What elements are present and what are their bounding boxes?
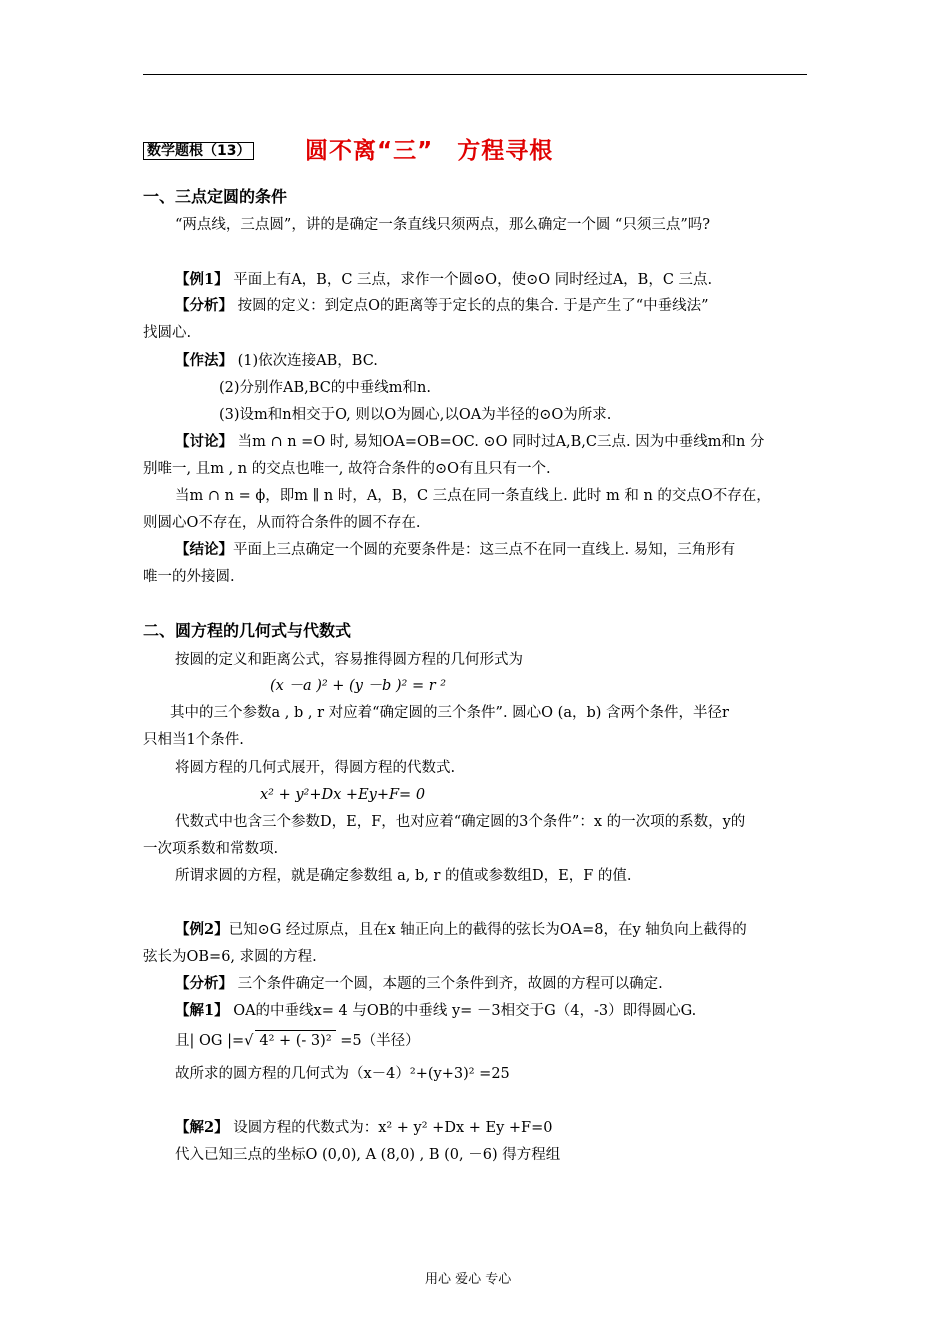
section2-p5: 所谓求圆的方程，就是确定参数组 a, b, r 的值或参数组D，E，F 的值.: [175, 868, 632, 884]
method-label: 【作法】: [175, 352, 233, 369]
section2-p4: 代数式中也含三个参数D，E，F，也对应着“确定圆的3个条件”：x 的一次项的系数，y的: [175, 814, 746, 830]
discussion-2: 当m ∩ n = ϕ，即m ∥ n 时，A，B，C 三点在同一条直线上. 此时 m 和 n 的交点O不存在，: [175, 488, 771, 504]
example1: [175, 270, 712, 290]
og-length: [175, 1030, 420, 1051]
example1-text: 平面上有A，B，C 三点，求作一个圆⊙O，使⊙O 同时经过A，B，C 三点.: [228, 272, 713, 288]
solution2: [175, 1118, 552, 1138]
method-step1: (1)依次连接AB，BC.: [233, 353, 378, 369]
analysis1-cont: 找圆心.: [143, 325, 192, 341]
solution2-label: 【解2】: [175, 1119, 229, 1136]
og-suffix: =5（半径）: [335, 1033, 420, 1049]
method-step3: (3)设m和n相交于O, 则以O为圆心,以OA为半径的⊙O为所求.: [219, 407, 612, 423]
section2-p2-cont: 只相当1个条件.: [143, 732, 244, 748]
conclusion: [175, 540, 735, 560]
analysis2-text: 三个条件确定一个圆，本题的三个条件到齐，故圆的方程可以确定.: [233, 976, 663, 992]
page-title: 圆不离“三” 方程寻根: [305, 138, 554, 164]
solution2-text: 设圆方程的代数式为：x² + y² +Dx + Ey +F=0: [228, 1120, 553, 1136]
section2-p1: 按圆的定义和距离公式，容易推得圆方程的几何形式为: [175, 652, 523, 668]
section1-intro: “两点线，三点圆”，讲的是确定一条直线只须两点，那么确定一个圆 “只须三点”吗?: [175, 217, 711, 233]
conclusion-text: 平面上三点确定一个圆的充要条件是：这三点不在同一直线上. 易知，三角形有: [233, 542, 736, 558]
sqrt-sign: √: [244, 1033, 254, 1049]
solution1-label: 【解1】: [175, 1002, 229, 1019]
footer-text: 用心 爱心 专心: [425, 1272, 512, 1287]
discussion-2-cont: 则圆心O不存在，从而符合条件的圆不存在.: [143, 515, 421, 531]
geometric-formula: (x －a )² + (y －b )² = r ²: [270, 678, 447, 694]
section2-p4-cont: 一次项系数和常数项.: [143, 841, 279, 857]
analysis2: [175, 974, 663, 994]
section2-p3: 将圆方程的几何式展开，得圆方程的代数式.: [175, 760, 456, 776]
discussion-text: 当m ∩ n =O 时, 易知OA=OB=OC. ⊙O 同时过A,B,C三点. 因为中垂线m和n 分: [233, 434, 765, 450]
solution2-cont: 代入已知三点的坐标O (0,0), A (8,0) , B (0, －6) 得方程组: [175, 1147, 561, 1163]
analysis1: [175, 296, 709, 316]
method-step2: (2)分别作AB,BC的中垂线m和n.: [219, 380, 431, 396]
discussion-cont: 别唯一, 且m , n 的交点也唯一, 故符合条件的⊙O有且只有一个.: [143, 461, 551, 477]
discussion-label: 【讨论】: [175, 433, 233, 450]
analysis2-label: 【分析】: [175, 975, 233, 992]
solution1-text: OA的中垂线x= 4 与OB的中垂线 y= －3相交于G（4，-3）即得圆心G.: [228, 1003, 697, 1019]
example2-cont: 弦长为OB=6, 求圆的方程.: [143, 949, 317, 965]
conclusion-label: 【结论】: [175, 541, 233, 558]
section2-p2: 其中的三个参数a , b , r 对应着“确定圆的三个条件”. 圆心O (a，b) 含两个条件，半径r: [170, 705, 729, 721]
algebraic-formula: x² + y²+Dx +Ey+F= 0: [260, 787, 426, 803]
discussion: [175, 432, 764, 452]
analysis1-label: 【分析】: [175, 297, 233, 314]
analysis1-text: 按圆的定义：到定点O的距离等于定长的点的集合. 于是产生了“中垂线法”: [233, 298, 709, 314]
example2-text: 已知⊙G 经过原点，且在x 轴正向上的截得的弦长为OA=8，在y 轴负向上截得的: [228, 922, 747, 938]
og-prefix: 且| OG |=: [175, 1033, 245, 1049]
method: [175, 351, 378, 371]
example2-label: 【例2】: [175, 921, 229, 938]
doc-tag: 数学题根（13）: [143, 142, 254, 160]
solution1-result: 故所求的圆方程的几何式为（x－4）²+(y+3)² =25: [175, 1066, 510, 1082]
example2: [175, 920, 747, 940]
solution1: [175, 1001, 696, 1021]
section1-heading: 一、三点定圆的条件: [143, 187, 288, 206]
section2-heading: 二、圆方程的几何式与代数式: [143, 621, 352, 640]
header-rule: [143, 74, 807, 75]
conclusion-cont: 唯一的外接圆.: [143, 569, 235, 585]
example1-label: 【例1】: [175, 271, 229, 288]
og-radicand: 4² + (- 3)²: [255, 1030, 335, 1051]
